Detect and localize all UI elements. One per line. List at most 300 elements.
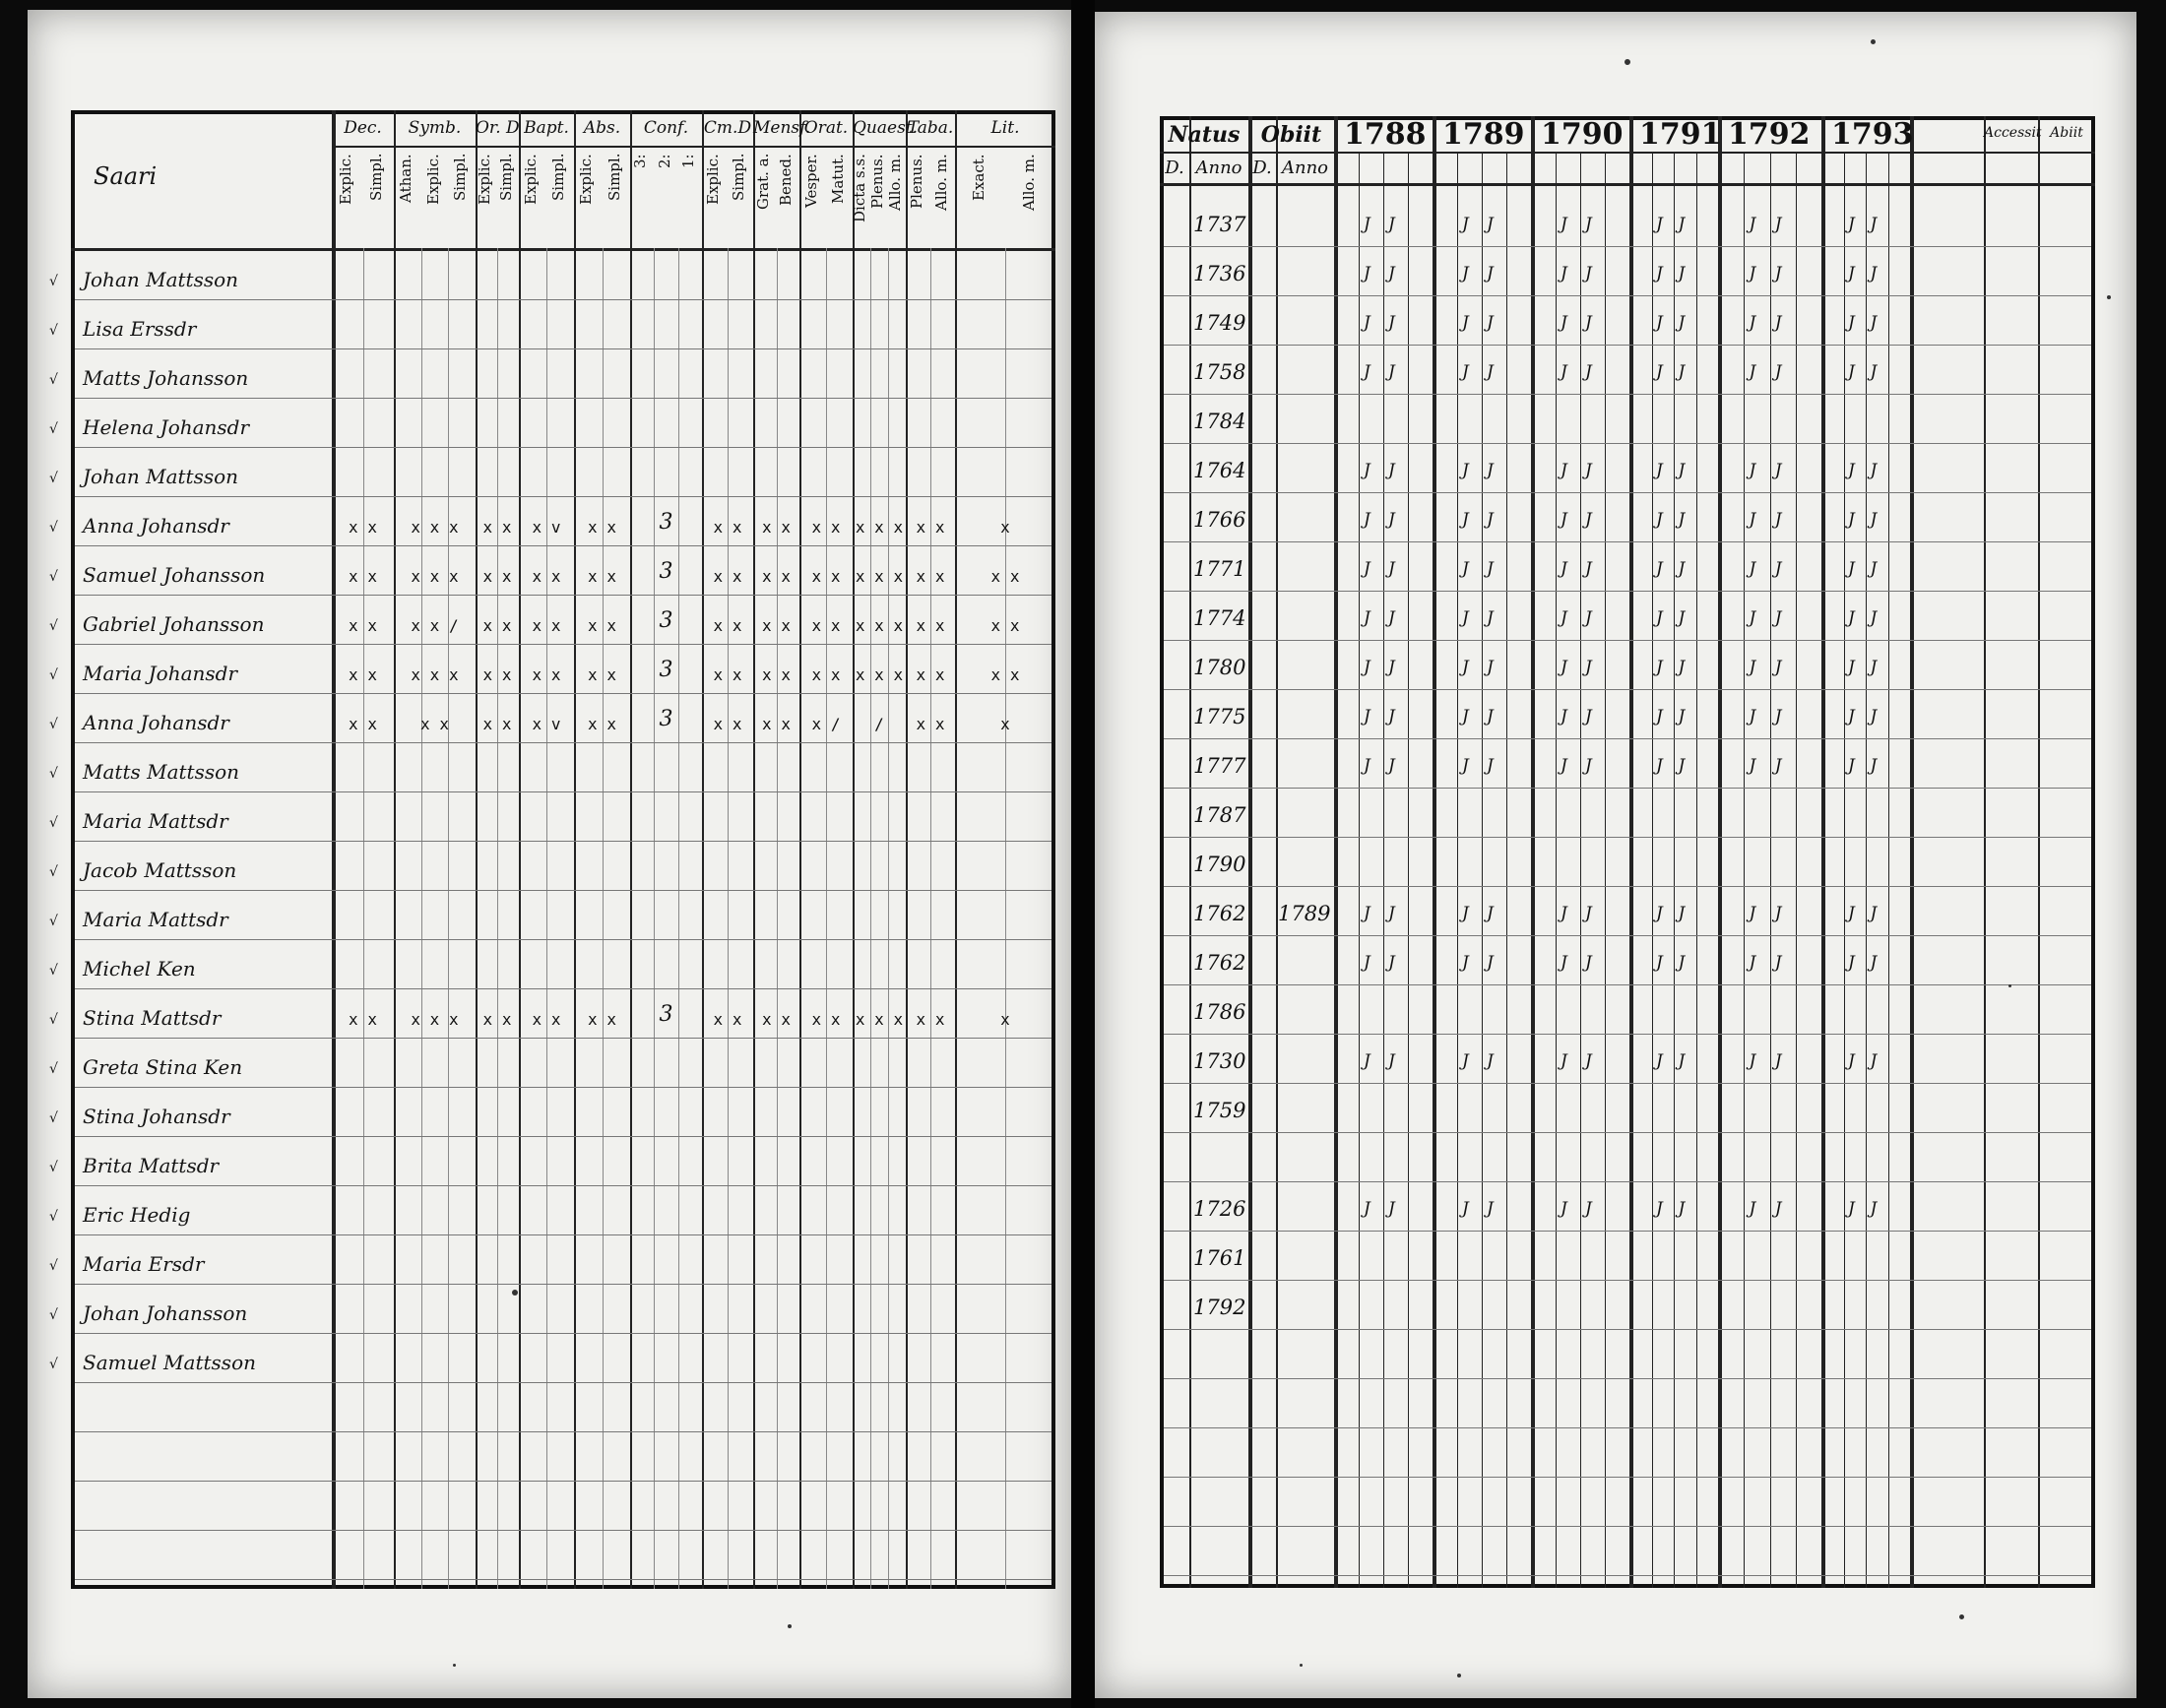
margin-check-mark: √ [49, 323, 58, 339]
birth-year: 1774 [1193, 606, 1246, 630]
attendance-mark: J [1848, 953, 1855, 973]
attendance-mark: J [1774, 1199, 1782, 1219]
confirmation-mark: 3 [659, 608, 673, 633]
sub-column-divider [777, 248, 778, 1589]
column-divider [853, 110, 855, 1589]
catechism-mark: x x / [411, 616, 459, 635]
resident-name: Jacob Mattsson [83, 858, 237, 882]
resident-name: Johan Mattsson [83, 268, 239, 291]
resident-name: Maria Johansdr [83, 662, 238, 685]
attendance-mark: J [1364, 1051, 1370, 1071]
column-divider [394, 110, 396, 1589]
attendance-mark: J [1848, 707, 1855, 727]
attendance-mark: J [1656, 904, 1663, 923]
attendance-mark: J [1774, 362, 1782, 382]
sub-column-divider [603, 248, 604, 1589]
row-line [75, 890, 1051, 891]
attendance-mark: J [1848, 559, 1855, 579]
attendance-mark: J [1848, 264, 1855, 284]
attendance-mark: J [1487, 608, 1494, 628]
attendance-mark: J [1870, 559, 1878, 579]
resident-name: Stina Johansdr [83, 1105, 230, 1128]
birth-year: 1737 [1193, 213, 1246, 236]
attendance-mark: J [1870, 1199, 1878, 1219]
column-divider [906, 110, 908, 1589]
attendance-mark: J [1388, 362, 1395, 382]
column-divider [753, 110, 755, 1589]
attendance-mark: J [1462, 1051, 1469, 1071]
row-line [75, 988, 1051, 989]
catechism-mark: x x [532, 567, 561, 586]
catechism-mark: x x [762, 616, 791, 635]
attendance-mark: J [1561, 264, 1567, 284]
attendance-mark: J [1388, 313, 1395, 333]
attendance-mark: J [1749, 264, 1756, 284]
margin-check-mark: √ [49, 569, 58, 585]
row-line [75, 447, 1051, 448]
column-subheader: Explic. [577, 154, 596, 205]
column-subheader: Allo. m. [886, 154, 904, 211]
attendance-mark: J [1870, 904, 1878, 923]
row-line [75, 398, 1051, 399]
birth-year: 1764 [1193, 459, 1246, 482]
year-header: 1790 [1541, 117, 1624, 152]
birth-year: 1736 [1193, 262, 1246, 285]
catechism-mark: x x [916, 715, 945, 733]
attendance-mark: J [1656, 215, 1663, 234]
column-divider [955, 110, 957, 1589]
confirmation-mark: 3 [659, 1002, 673, 1027]
attendance-mark: J [1848, 904, 1855, 923]
row-line [1164, 1378, 2091, 1379]
attendance-mark: J [1487, 510, 1494, 530]
birth-year: 1792 [1193, 1296, 1246, 1319]
resident-name: Johan Johansson [83, 1301, 248, 1325]
column-subheader: Plenus. [907, 154, 925, 209]
catechism-mark: x x x [411, 665, 459, 684]
row-line [75, 1136, 1051, 1137]
column-header: Conf. [643, 118, 689, 138]
attendance-mark: J [1749, 756, 1756, 776]
column-divider [332, 110, 334, 1589]
obiit-header: Obiit [1260, 122, 1322, 148]
attendance-mark: J [1585, 559, 1592, 579]
attendance-mark: J [1678, 264, 1686, 284]
attendance-mark: J [1678, 658, 1686, 677]
margin-check-mark: √ [49, 1160, 58, 1175]
scan-speck [1871, 39, 1876, 44]
date-subheader: Anno [1281, 158, 1329, 178]
attendance-mark: J [1364, 707, 1370, 727]
catechism-mark: x x [811, 518, 841, 537]
catechism-mark: x x x [855, 616, 904, 635]
year-sub-divider [1605, 152, 1606, 1588]
resident-name: Michel Ken [83, 957, 196, 981]
catechism-mark: x x [482, 518, 512, 537]
column-subheader: Athan. [396, 154, 414, 203]
catechism-mark: x x [916, 1010, 945, 1029]
birth-year: 1749 [1193, 311, 1246, 335]
year-sub-divider [1674, 152, 1675, 1588]
header-line-1 [1160, 152, 2095, 154]
sub-column-divider [678, 248, 679, 1589]
attendance-mark: J [1487, 756, 1494, 776]
scan-speck [1624, 59, 1630, 65]
attendance-mark: J [1388, 510, 1395, 530]
attendance-mark: J [1462, 510, 1469, 530]
row-line [75, 841, 1051, 842]
column-subheader: Simpl. [605, 154, 623, 202]
birth-year: 1790 [1193, 853, 1246, 876]
catechism-mark: x x [762, 715, 791, 733]
column-subheader: Dicta s.s. [851, 154, 868, 222]
row-line [1164, 640, 2091, 641]
row-line [75, 1481, 1051, 1482]
catechism-mark: x x [588, 715, 616, 733]
catechism-mark: x x [811, 567, 841, 586]
attendance-mark: J [1462, 559, 1469, 579]
attendance-mark: J [1678, 904, 1686, 923]
attendance-mark: J [1585, 756, 1592, 776]
column-divider [519, 110, 521, 1589]
resident-name: Stina Mattsdr [83, 1006, 222, 1030]
attendance-mark: J [1774, 707, 1782, 727]
column-header: Orat. [803, 118, 849, 138]
attendance-mark: J [1487, 461, 1494, 480]
attendance-mark: J [1462, 362, 1469, 382]
attendance-mark: J [1364, 264, 1370, 284]
attendance-mark: J [1749, 362, 1756, 382]
row-line [1164, 492, 2091, 493]
catechism-mark: x x [916, 518, 945, 537]
birth-year: 1780 [1193, 656, 1246, 679]
row-line [1164, 984, 2091, 985]
catechism-mark: x x [990, 616, 1020, 635]
attendance-mark: J [1749, 313, 1756, 333]
row-line [1164, 689, 2091, 690]
catechism-mark: x x [811, 1010, 841, 1029]
confirmation-mark: 3 [659, 559, 673, 584]
row-line [1164, 345, 2091, 346]
row-line [1164, 1083, 2091, 1084]
attendance-mark: J [1848, 1199, 1855, 1219]
attendance-mark: J [1388, 658, 1395, 677]
attendance-mark: J [1870, 707, 1878, 727]
attendance-mark: J [1870, 313, 1878, 333]
year-sub-divider [1866, 152, 1867, 1588]
attendance-mark: J [1364, 756, 1370, 776]
attendance-mark: J [1388, 707, 1395, 727]
attendance-mark: J [1870, 264, 1878, 284]
column-header: Symb. [408, 118, 462, 138]
register-table [1160, 116, 2095, 1588]
accessit-header: Accessit [1984, 125, 2042, 141]
resident-name: Lisa Erssdr [83, 317, 197, 341]
attendance-mark: J [1678, 1199, 1686, 1219]
attendance-mark: J [1388, 608, 1395, 628]
attendance-mark: J [1364, 953, 1370, 973]
attendance-mark: J [1561, 658, 1567, 677]
attendance-mark: J [1848, 215, 1855, 234]
birth-year: 1730 [1193, 1049, 1246, 1073]
resident-name: Maria Mattsdr [83, 908, 228, 931]
column-divider [1629, 116, 1633, 1588]
catechism-mark: x x [916, 665, 945, 684]
column-divider [799, 110, 801, 1589]
attendance-mark: J [1678, 362, 1686, 382]
row-line [75, 1382, 1051, 1383]
attendance-mark: J [1561, 707, 1567, 727]
column-subheader: Simpl. [367, 154, 386, 202]
attendance-mark: J [1388, 904, 1395, 923]
attendance-mark: J [1848, 608, 1855, 628]
catechism-mark: x x [762, 665, 791, 684]
column-divider [1334, 116, 1338, 1588]
attendance-mark: J [1561, 215, 1567, 234]
attendance-mark: J [1678, 1051, 1686, 1071]
attendance-mark: J [1656, 264, 1663, 284]
scan-speck [1959, 1614, 1964, 1619]
catechism-mark: x x [762, 518, 791, 537]
year-sub-divider [1359, 152, 1360, 1588]
column-divider [1433, 116, 1436, 1588]
attendance-mark: J [1656, 756, 1663, 776]
birth-year: 1761 [1193, 1246, 1246, 1270]
margin-check-mark: √ [49, 372, 58, 388]
row-line [1164, 591, 2091, 592]
birth-year: 1762 [1193, 951, 1246, 975]
catechism-mark: x x [588, 665, 616, 684]
margin-check-mark: √ [49, 471, 58, 486]
attendance-mark: J [1487, 1199, 1494, 1219]
column-divider [574, 110, 576, 1589]
attendance-mark: J [1656, 707, 1663, 727]
attendance-mark: J [1585, 362, 1592, 382]
year-header: 1791 [1639, 117, 1722, 152]
margin-check-mark: √ [49, 766, 58, 782]
attendance-mark: J [1848, 362, 1855, 382]
column-subheader: 1: [678, 154, 697, 168]
attendance-mark: J [1749, 510, 1756, 530]
margin-check-mark: √ [49, 963, 58, 979]
attendance-mark: J [1749, 1051, 1756, 1071]
attendance-mark: J [1774, 953, 1782, 973]
attendance-mark: J [1585, 608, 1592, 628]
attendance-mark: J [1585, 953, 1592, 973]
abiit-header: Abiit [2050, 125, 2083, 141]
catechism-mark: x x [713, 567, 742, 586]
row-line [1164, 788, 2091, 789]
year-header: 1792 [1728, 117, 1811, 152]
margin-check-mark: √ [49, 274, 58, 289]
catechism-mark: x v [532, 715, 561, 733]
column-header: Quaest. [853, 118, 919, 138]
attendance-mark: J [1749, 608, 1756, 628]
birth-year: 1759 [1193, 1099, 1246, 1122]
margin-check-mark: √ [49, 1012, 58, 1028]
column-subheader: Explic. [522, 154, 540, 205]
attendance-mark: J [1462, 264, 1469, 284]
attendance-mark: J [1487, 362, 1494, 382]
column-header: Cm.D [703, 118, 752, 138]
attendance-mark: J [1462, 608, 1469, 628]
catechism-mark: x x [713, 518, 742, 537]
row-line [1164, 1034, 2091, 1035]
attendance-mark: J [1870, 756, 1878, 776]
scan-speck [1300, 1664, 1303, 1667]
attendance-mark: J [1462, 215, 1469, 234]
attendance-mark: J [1678, 756, 1686, 776]
column-subheader: Exact. [969, 154, 987, 201]
catechism-mark: x x x [855, 518, 904, 537]
year-sub-divider [1506, 152, 1507, 1588]
catechism-mark: x x [349, 518, 377, 537]
attendance-mark: J [1774, 461, 1782, 480]
attendance-mark: J [1848, 510, 1855, 530]
attendance-mark: J [1561, 1051, 1567, 1071]
attendance-mark: J [1364, 559, 1370, 579]
row-line [1164, 1329, 2091, 1330]
attendance-mark: J [1487, 904, 1494, 923]
attendance-mark: J [1561, 362, 1567, 382]
catechism-mark: / [874, 715, 884, 733]
attendance-mark: J [1462, 953, 1469, 973]
header-bottom-line [71, 248, 1055, 251]
attendance-mark: J [1774, 658, 1782, 677]
attendance-mark: J [1678, 608, 1686, 628]
attendance-mark: J [1561, 510, 1567, 530]
attendance-mark: J [1774, 264, 1782, 284]
header-top-line [332, 146, 1055, 148]
birth-year: 1726 [1193, 1197, 1246, 1221]
attendance-mark: J [1561, 1199, 1567, 1219]
attendance-mark: J [1656, 313, 1663, 333]
column-header: Mensf. [753, 118, 811, 138]
scan-speck [453, 1664, 456, 1667]
scan-speck [512, 1290, 518, 1296]
attendance-mark: J [1487, 559, 1494, 579]
attendance-mark: J [1848, 658, 1855, 677]
sub-column-divider [930, 248, 931, 1589]
attendance-mark: J [1678, 461, 1686, 480]
column-header: Taba. [907, 118, 954, 138]
row-line [75, 348, 1051, 349]
sub-column-divider [826, 248, 827, 1589]
margin-check-mark: √ [49, 717, 58, 732]
year-sub-divider [1696, 152, 1697, 1588]
attendance-mark: J [1487, 264, 1494, 284]
attendance-mark: J [1585, 510, 1592, 530]
natus-header: Natus [1168, 122, 1241, 148]
birth-year: 1766 [1193, 508, 1246, 532]
attendance-mark: J [1656, 362, 1663, 382]
margin-check-mark: √ [49, 1307, 58, 1323]
column-divider [2038, 116, 2040, 1588]
row-line [1164, 443, 2091, 444]
attendance-mark: J [1870, 461, 1878, 480]
catechism-mark: x x [482, 567, 512, 586]
year-sub-divider [1744, 152, 1745, 1588]
sub-column-divider [888, 248, 889, 1589]
column-header: Dec. [344, 118, 382, 138]
attendance-mark: J [1364, 1199, 1370, 1219]
village-name: Saari [94, 162, 158, 190]
catechism-mark: x x [588, 616, 616, 635]
scan-speck [2008, 984, 2011, 987]
row-line [75, 1284, 1051, 1285]
row-line [1164, 1280, 2091, 1281]
catechism-mark: x x x [411, 518, 459, 537]
row-line [75, 1530, 1051, 1531]
column-subheader: Plenus. [868, 154, 886, 209]
attendance-mark: J [1388, 264, 1395, 284]
attendance-mark: J [1774, 559, 1782, 579]
attendance-mark: J [1848, 313, 1855, 333]
attendance-mark: J [1462, 904, 1469, 923]
attendance-mark: J [1364, 658, 1370, 677]
attendance-mark: J [1364, 904, 1370, 923]
column-subheader: Simpl. [497, 154, 515, 202]
catechism-mark: x x [349, 567, 377, 586]
row-line [1164, 837, 2091, 838]
row-line [75, 595, 1051, 596]
margin-check-mark: √ [49, 815, 58, 831]
catechism-mark: x x [713, 616, 742, 635]
sub-column-divider [546, 248, 547, 1589]
column-subheader: Allo. m. [931, 154, 950, 211]
resident-name: Greta Stina Ken [83, 1055, 243, 1079]
attendance-mark: J [1656, 953, 1663, 973]
attendance-mark: J [1656, 608, 1663, 628]
row-line [75, 791, 1051, 792]
attendance-mark: J [1487, 313, 1494, 333]
attendance-mark: J [1749, 1199, 1756, 1219]
attendance-mark: J [1487, 1051, 1494, 1071]
resident-name: Eric Hedig [83, 1203, 191, 1227]
birth-year: 1758 [1193, 360, 1246, 384]
year-sub-divider [1408, 152, 1409, 1588]
catechism-mark: x x [811, 616, 841, 635]
resident-name: Johan Mattsson [83, 465, 239, 488]
confirmation-mark: 3 [659, 707, 673, 731]
row-line [1164, 1231, 2091, 1232]
column-subheader: 2: [655, 154, 673, 168]
attendance-mark: J [1585, 904, 1592, 923]
year-sub-divider [1888, 152, 1889, 1588]
resident-name: Samuel Mattsson [83, 1351, 256, 1374]
date-subheader: D. [1252, 158, 1272, 178]
attendance-mark: J [1388, 559, 1395, 579]
catechism-mark: x x x [855, 665, 904, 684]
year-sub-divider [1770, 152, 1771, 1588]
row-line [75, 1234, 1051, 1235]
birth-year: 1762 [1193, 902, 1246, 925]
resident-name: Maria Ersdr [83, 1252, 205, 1276]
catechism-mark: x x [420, 715, 449, 733]
column-divider [1910, 116, 1914, 1588]
catechism-mark: x x [713, 1010, 742, 1029]
row-line [1164, 541, 2091, 542]
row-line [1164, 886, 2091, 887]
attendance-mark: J [1774, 1051, 1782, 1071]
attendance-mark: J [1749, 461, 1756, 480]
birth-year: 1771 [1193, 557, 1246, 581]
attendance-mark: J [1388, 215, 1395, 234]
catechism-mark: x x [588, 567, 616, 586]
catechism-mark: x x [349, 665, 377, 684]
row-line [75, 939, 1051, 940]
catechism-mark: x x [811, 665, 841, 684]
